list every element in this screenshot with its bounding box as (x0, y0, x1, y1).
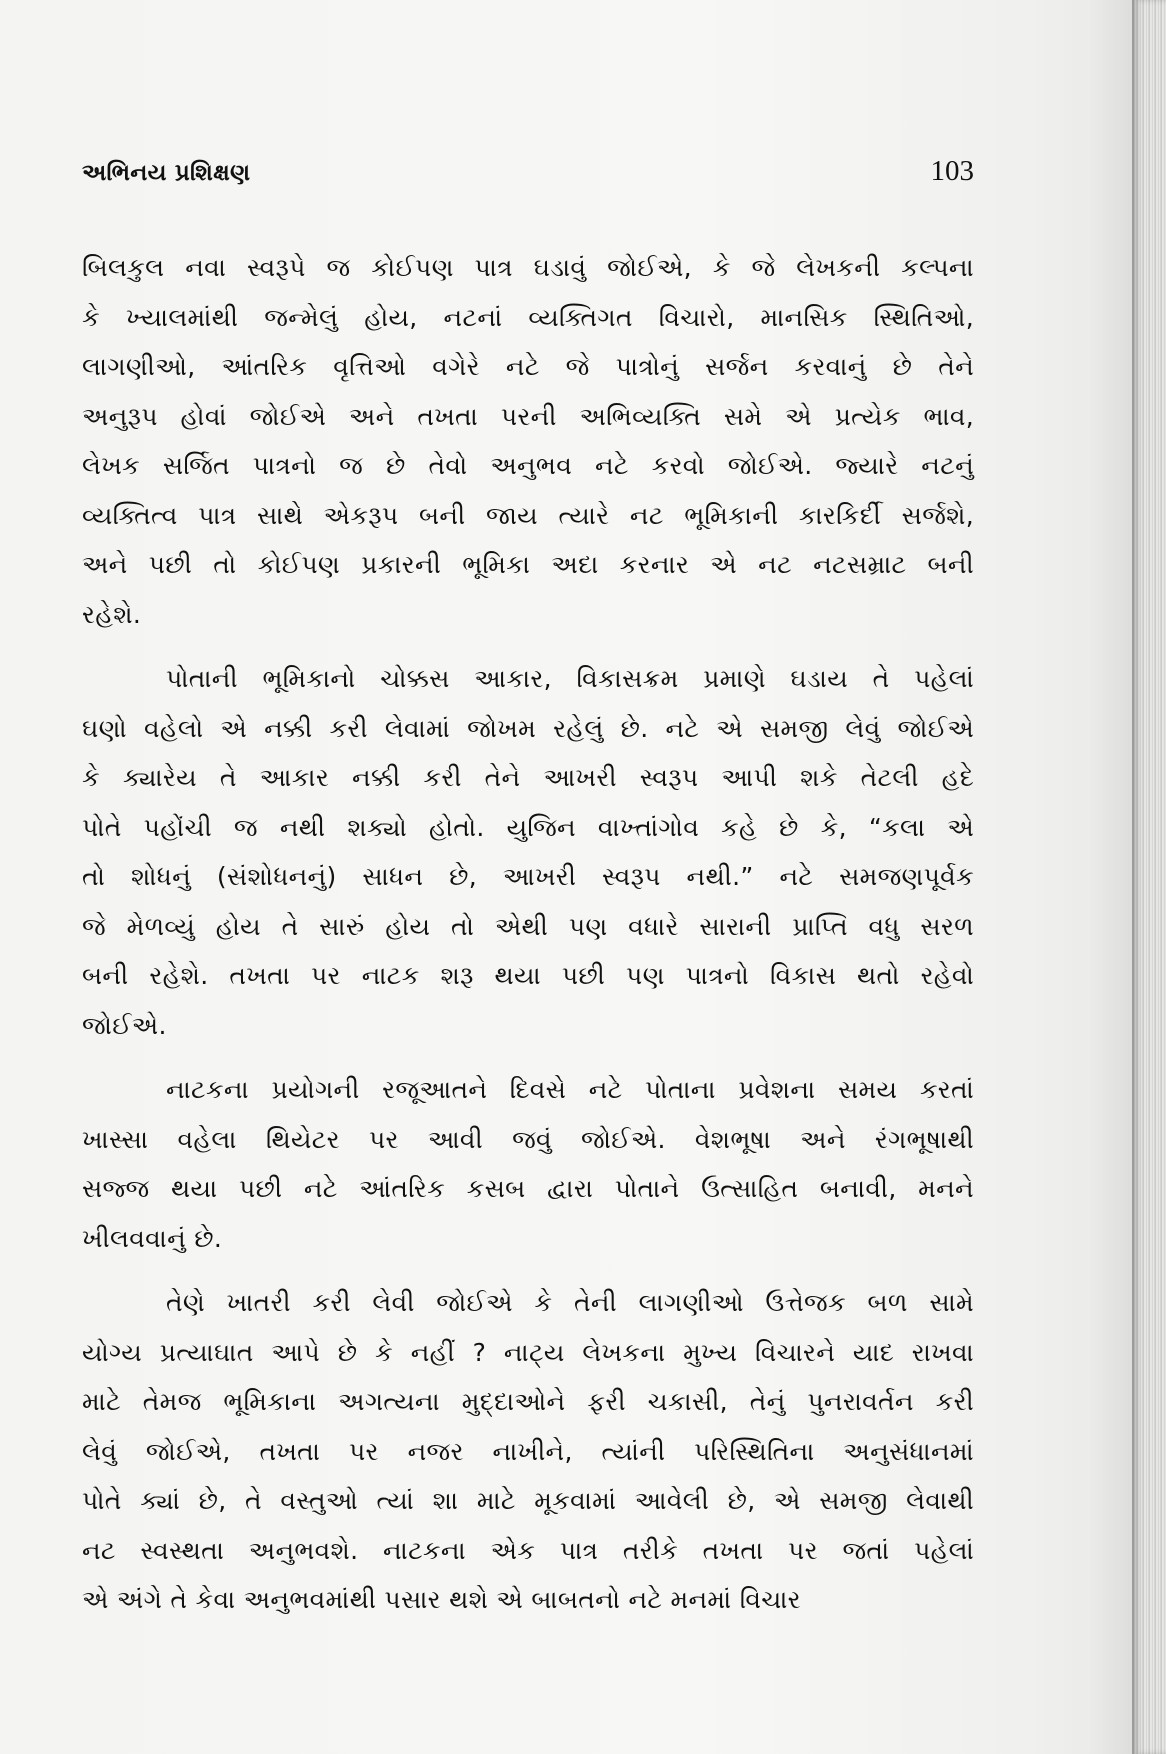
text-line: અને પછી તો કોઈપણ પ્રકારની ભૂમિકા અદા કરનાર એ નટ નટસમ્રાટ બની (82, 550, 974, 579)
paragraph (82, 1278, 974, 1625)
text-line: પોતે ક્યાં છે, તે વસ્તુઓ ત્યાં શા માટે મૂકવામાં આવેલી છે, એ સમજી લેવાથી (82, 1486, 974, 1515)
text-line: ખાસ્સા વહેલા થિયેટર પર આવી જવું જોઈએ. વેશભૂષા અને રંગભૂષાથી (82, 1124, 974, 1154)
text-line: સજ્જ થયા પછી નટે આંતરિક કસબ દ્વારા પોતાને ઉત્સાહિત બનાવી, મનને (82, 1174, 974, 1203)
text-line: પોતે પહોંચી જ નથી શક્યો હોતો. યુજિન વાખ્તાંગોવ કહે છે કે, “કલા એ (82, 812, 974, 842)
text-line: એ અંગે તે કેવા અનુભવમાંથી પસાર થશે એ બાબતનો નટે મનમાં વિચાર (82, 1585, 801, 1614)
text-line: નાટકના પ્રયોગની રજૂઆતને દિવસે નટે પોતાના પ્રવેશના સમય કરતાં (166, 1075, 974, 1104)
body-text (82, 243, 974, 1640)
text-line: માટે તેમજ ભૂમિકાના અગત્યના મુદ્દાઓને ફરી ચકાસી, તેનું પુનરાવર્તન કરી (82, 1387, 974, 1416)
text-line: લાગણીઓ, આંતરિક વૃત્તિઓ વગેરે નટે જે પાત્રોનું સર્જન કરવાનું છે તેને (82, 352, 974, 381)
page-header (82, 155, 974, 195)
text-line: જોઈએ. (82, 1010, 167, 1040)
text-line: નટ સ્વસ્થતા અનુભવશે. નાટકના એક પાત્ર તરીકે તખતા પર જતાં પહેલાં (82, 1535, 974, 1565)
book-page-edges (1132, 0, 1166, 1754)
text-line: બની રહેશે. તખતા પર નાટક શરૂ થયા પછી પણ પાત્રનો વિકાસ થતો રહેવો (82, 961, 974, 990)
text-line: યોગ્ય પ્રત્યાઘાત આપે છે કે નહીં ? નાટ્ય લેખકના મુખ્ય વિચારને યાદ રાખવા (82, 1337, 974, 1367)
text-line: કે ખ્યાલમાંથી જન્મેલું હોય, નટનાં વ્યક્તિગત વિચારો, માનસિક સ્થિતિઓ, (82, 302, 974, 332)
text-line: લેવું જોઈએ, તખતા પર નજર નાખીને, ત્યાંની પરિસ્થિતિના અનુસંધાનમાં (82, 1436, 974, 1466)
text-line: બિલકુલ નવા સ્વરૂપે જ કોઈપણ પાત્ર ઘડાવું જોઈએ, કે જે લેખકની કલ્પના (82, 253, 974, 282)
running-head: અભિનય પ્રશિક્ષણ (82, 160, 251, 186)
text-line: ખીલવવાનું છે. (82, 1223, 223, 1253)
text-line: કે ક્યારેય તે આકાર નક્કી કરી તેને આખરી સ્વરૂપ આપી શકે તેટલી હદે (82, 763, 974, 792)
text-line: વ્યક્તિત્વ પાત્ર સાથે એકરૂપ બની જાય ત્યારે નટ ભૂમિકાની કારકિર્દી સર્જશે, (82, 500, 974, 530)
paragraph (82, 1065, 974, 1263)
text-line: લેખક સર્જિત પાત્રનો જ છે તેવો અનુભવ નટે કરવો જોઈએ. જ્યારે નટનું (82, 451, 974, 480)
text-line: જે મેળવ્યું હોય તે સારું હોય તો એથી પણ વધારે સારાની પ્રાપ્તિ વધુ સરળ (82, 911, 974, 941)
page-number: 103 (930, 155, 974, 187)
text-line: તેણે ખાતરી કરી લેવી જોઈએ કે તેની લાગણીઓ ઉત્તેજક બળ સામે (166, 1288, 974, 1317)
text-line: તો શોધનું (સંશોધનનું) સાધન છે, આખરી સ્વરૂપ નથી.” નટે સમજણપૂર્વક (82, 862, 974, 891)
paragraph (82, 654, 974, 1050)
page-shadow (1088, 0, 1134, 1754)
paragraph (82, 243, 974, 639)
text-line: અનુરૂપ હોવાં જોઈએ અને તખતા પરની અભિવ્યક્તિ સમે એ પ્રત્યેક ભાવ, (82, 401, 974, 431)
text-line: ઘણો વહેલો એ નક્કી કરી લેવામાં જોખમ રહેલું છે. નટે એ સમજી લેવું જોઈએ (82, 713, 974, 743)
text-line: રહેશે. (82, 599, 142, 629)
text-line: પોતાની ભૂમિકાનો ચોક્કસ આકાર, વિકાસક્રમ પ્રમાણે ઘડાય તે પહેલાં (166, 664, 974, 693)
